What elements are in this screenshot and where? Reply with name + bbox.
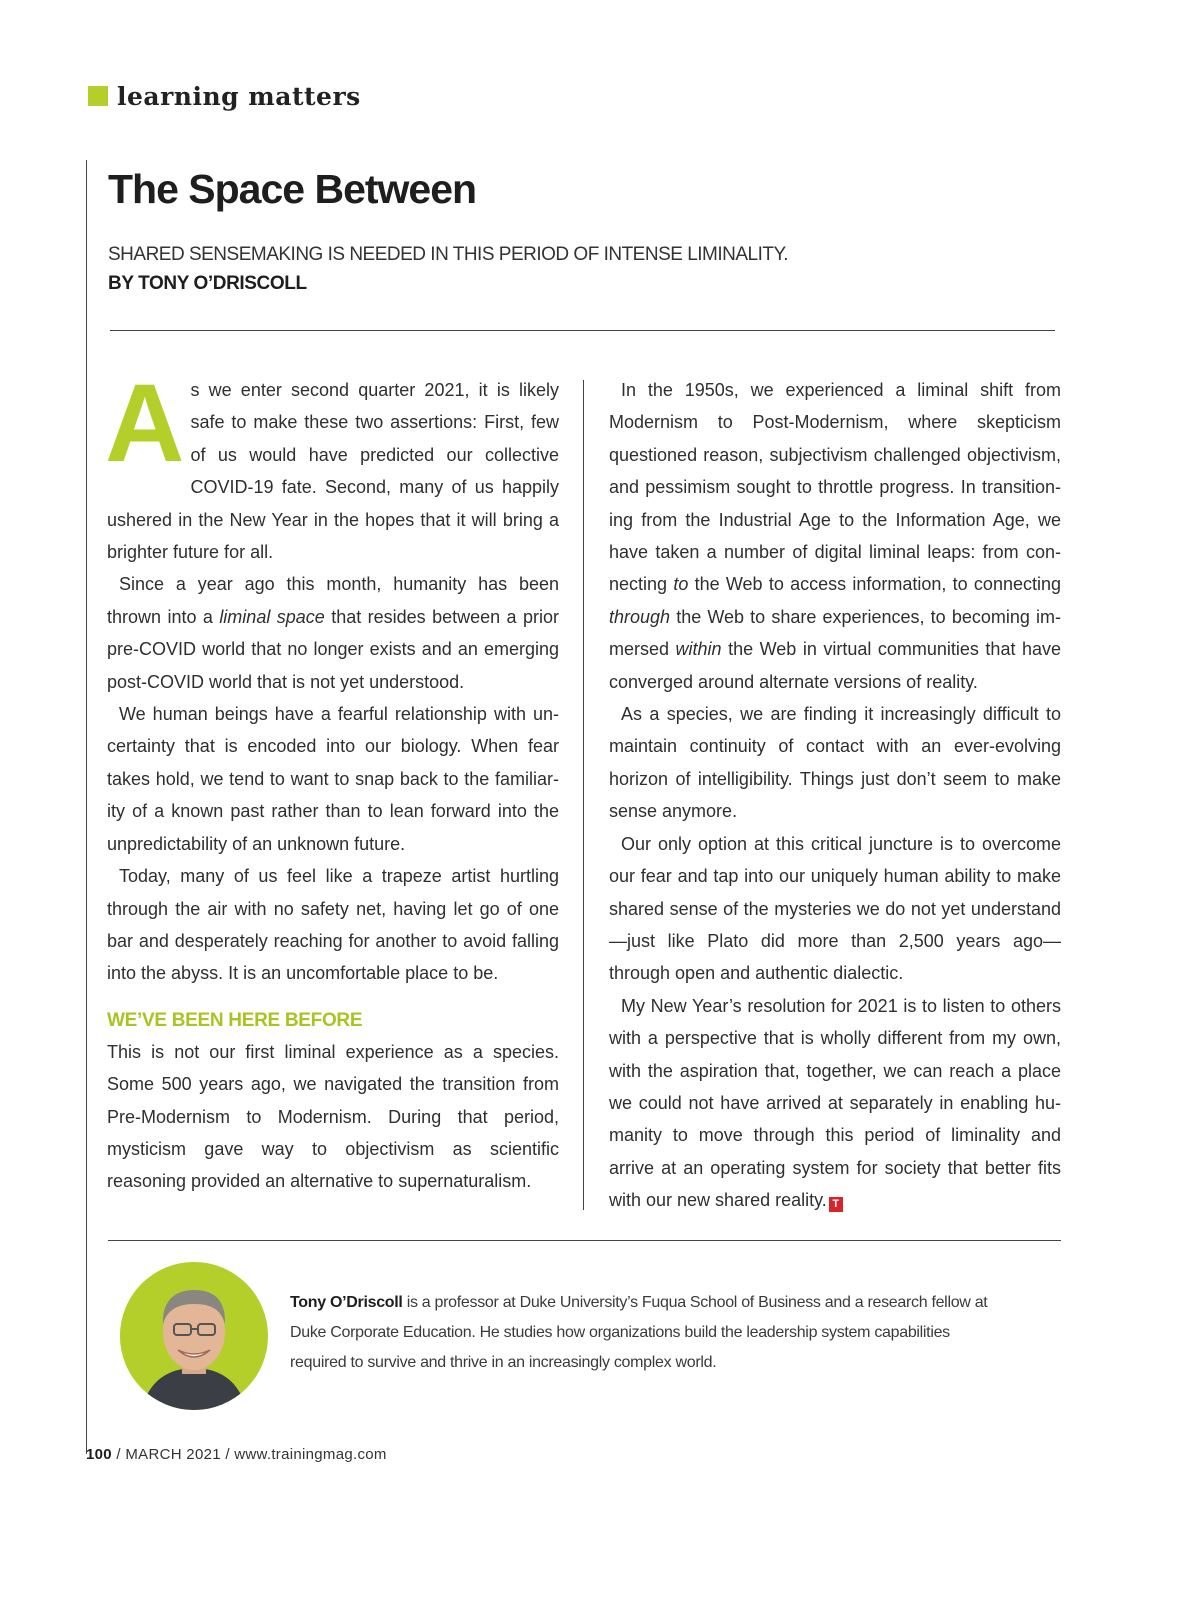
emphasis: through xyxy=(609,606,671,627)
article-deck: SHARED SENSEMAKING IS NEEDED IN THIS PERIOD OF INTENSE LIMINALITY. xyxy=(108,244,789,265)
top-divider xyxy=(110,330,1055,331)
paragraph: In the 1950s, we experienced a liminal shift from Modernism to Post-Modernism, where skepticism questioned reason, subjectivism challenged objectivism, and pessimism sought to throttle progress. In transitioning from the Industrial Age to the Information Age, we have taken a number of digital liminal leaps: from connecting to the Web to access information, to connecting through the Web to share experiences, to becoming immersed within the Web in virtual communities that have converged around alternate versions of reality. xyxy=(609,380,1061,692)
paragraph: Today, many of us feel like a trapeze artist hurtling through the air with no safety net, having let go of one bar and desperately reaching for another to avoid falling into the abyss. It is an uncomfortable place to be. xyxy=(107,866,559,984)
emphasis: to xyxy=(673,574,689,595)
left-vertical-rule xyxy=(86,160,87,1454)
right-column xyxy=(609,374,1061,1217)
issue-info: / MARCH 2021 / www.trainingmag.com xyxy=(111,1446,387,1463)
drop-cap: A xyxy=(105,362,185,485)
article-title: The Space Between xyxy=(108,166,477,212)
emphasis: liminal space xyxy=(219,606,325,627)
article-byline: BY TONY O’DRISCOLL xyxy=(108,273,307,294)
section-marker-square xyxy=(88,86,108,106)
paragraph: As we enter second quarter 2021, it is likely safe to make these two assertions: First, few of us would have predicted our collective COVID-19 fate. Second, many of us happily ushered in the New Year in the hopes that it will bring a brighter future for all. xyxy=(105,362,559,563)
page-number: 100 xyxy=(86,1446,112,1463)
author-portrait-icon xyxy=(120,1262,268,1410)
author-photo xyxy=(120,1262,268,1410)
section-subhead: WE’VE BEEN HERE BEFORE xyxy=(107,1009,363,1031)
page-footer xyxy=(86,1446,387,1463)
author-bio: Tony O’Driscoll is a professor at Duke University’s Fuqua School of Business and a research fellow at Duke Corporate Education. He studies how organizations build the leadership system capabilities required to survive and thrive in an increasingly complex world. xyxy=(290,1294,988,1371)
paragraph: Since a year ago this month, humanity has been thrown into a liminal space that resides between a prior pre-COVID world that no longer exists and an emerging post-COVID world that is not yet understood. xyxy=(107,574,559,692)
section-tag xyxy=(88,80,361,112)
end-mark-icon: T xyxy=(829,1197,843,1212)
author-name: Tony O’Driscoll xyxy=(290,1294,403,1311)
section-label: learning matters xyxy=(117,81,361,111)
paragraph: This is not our first liminal experience as a species. Some 500 years ago, we navigated the transition from Pre-Modernism to Modernism. During that period, mysticism gave way to objectivism as scientific reasoning provided an alternative to supernaturalism. xyxy=(107,1041,559,1192)
paragraph: Our only option at this critical juncture is to overcome our fear and tap into our uniquely human ability to make shared sense of the mysteries we do not yet understand—just like Plato did more than 2,500 years ago—through open and authentic dialectic. xyxy=(609,833,1061,984)
left-column xyxy=(105,362,559,1198)
column-divider xyxy=(583,380,584,1210)
bottom-divider xyxy=(108,1240,1061,1241)
emphasis: within xyxy=(675,639,722,660)
paragraph: My New Year’s resolution for 2021 is to listen to others with a perspective that is wholly different from my own, with the aspiration that, together, we can reach a place we could not have arrived at separately in enabling humanity to move through this period of liminality and arrive at an operating system for society that better fits with our new shared reality. T xyxy=(609,995,1061,1211)
paragraph: As a species, we are finding it increasingly difficult to maintain continuity of contact with an ever-evolving horizon of intelligibility. Things just don’t seem to make sense anymore. xyxy=(609,704,1061,822)
paragraph: We human beings have a fearful relationship with uncertainty that is encoded into our biology. When fear takes hold, we tend to want to snap back to the familiarity of a known past rather than to lean forward into the unpredictability of an unknown future. xyxy=(107,704,559,854)
